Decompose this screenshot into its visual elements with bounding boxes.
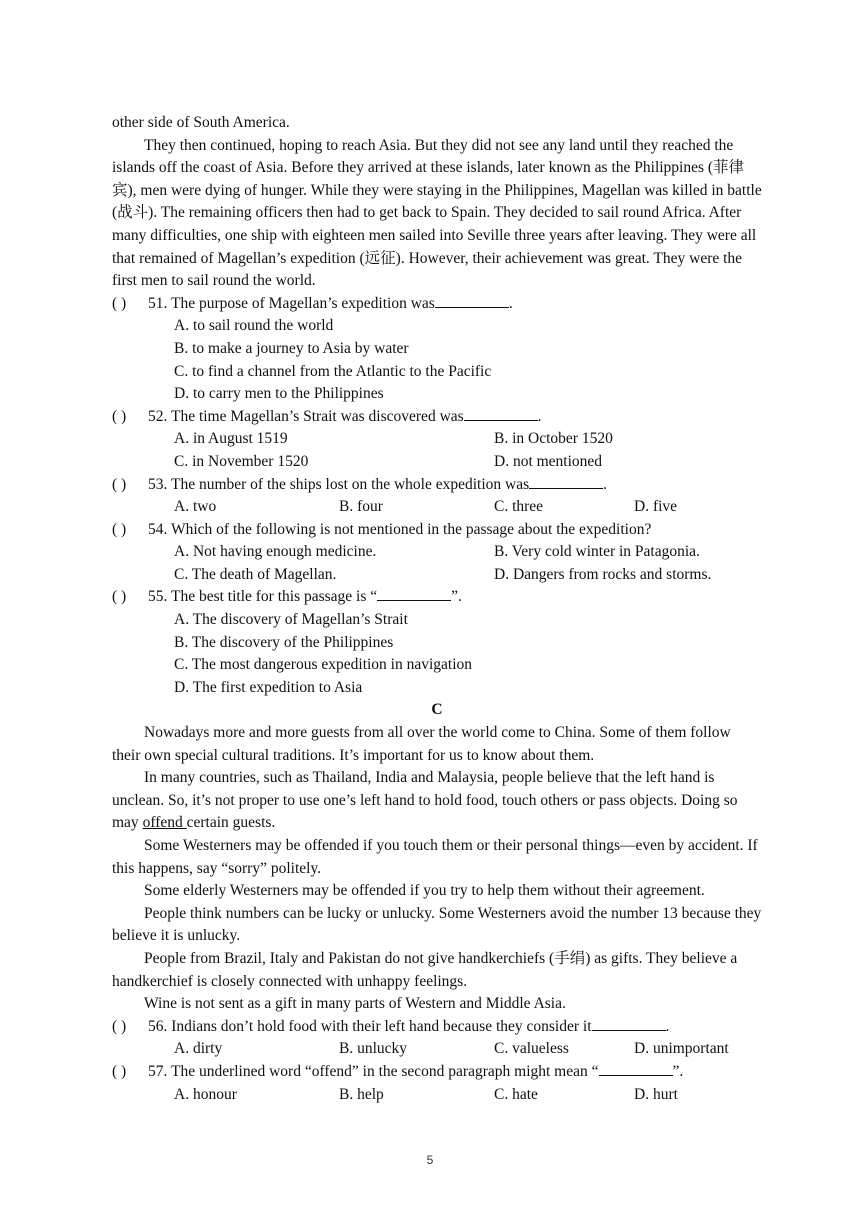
- passage-c-paragraph: Some elderly Westerners may be offended if you try to help them without their agreement.: [144, 882, 705, 900]
- option-b: B. unlucky: [339, 1040, 408, 1058]
- question-punct: ”.: [451, 588, 462, 606]
- passage-c-paragraph: Nowadays more and more guests from all over the world come to China. Some of them follow their own special cultural traditions. It’s important for us to know about them.: [112, 724, 731, 764]
- question-punct: ”.: [672, 1062, 684, 1080]
- option-b: B. Very cold winter in Patagonia.: [494, 543, 700, 561]
- option-b: B. in October 1520: [494, 430, 613, 448]
- section-c-heading: C: [431, 701, 443, 719]
- option-b: B. help: [339, 1085, 384, 1103]
- question-51: [112, 293, 762, 316]
- answer-bracket[interactable]: ( ): [112, 1017, 127, 1035]
- option-a: A. Not having enough medicine.: [174, 543, 377, 561]
- answer-bracket[interactable]: ( ): [112, 520, 127, 538]
- document-page: [112, 112, 762, 1106]
- answer-bracket[interactable]: ( ): [112, 588, 127, 606]
- question-54: [112, 519, 762, 542]
- option-b: B. four: [339, 498, 383, 516]
- option-c: C. to find a channel from the Atlantic to the Pacific: [174, 362, 492, 380]
- option-c: C. The death of Magellan.: [174, 565, 337, 583]
- option-c: C. valueless: [494, 1040, 569, 1058]
- option-d: D. five: [634, 498, 678, 516]
- question-stem: 52. The time Magellan’s Strait was discovered was: [148, 407, 464, 425]
- option-d: D. unimportant: [634, 1040, 729, 1058]
- paragraph-text: In many countries, such as Thailand, India and Malaysia, people believe that the left hand is unclean. So, it’s not proper to use one’s left hand to hold food, touch others or pass objects. Doing so may: [112, 769, 738, 832]
- question-punct: .: [508, 294, 513, 312]
- question-56: [112, 1016, 762, 1039]
- option-b: B. to make a journey to Asia by water: [174, 339, 409, 357]
- option-a: A. two: [174, 498, 217, 516]
- passage-c-paragraph: People from Brazil, Italy and Pakistan do not give handkerchiefs (手绢) as gifts. They believe a handkerchief is closely connected with unhappy feelings.: [112, 949, 738, 990]
- option-d: D. not mentioned: [494, 452, 603, 470]
- option-a: A. in August 1519: [174, 430, 288, 448]
- option-d: D. The first expedition to Asia: [174, 678, 363, 696]
- option-a: A. dirty: [174, 1040, 223, 1058]
- option-c: C. hate: [494, 1085, 538, 1103]
- option-c: C. in November 1520: [174, 452, 309, 470]
- answer-blank: [435, 293, 509, 308]
- option-b: B. The discovery of the Philippines: [174, 633, 394, 651]
- answer-blank: [599, 1061, 673, 1076]
- question-punct: .: [665, 1017, 670, 1035]
- option-a: A. The discovery of Magellan’s Strait: [174, 611, 408, 629]
- question-stem: 51. The purpose of Magellan’s expedition was: [148, 294, 435, 312]
- answer-blank: [529, 474, 603, 489]
- question-punct: .: [603, 475, 608, 493]
- question-punct: .: [537, 407, 542, 425]
- question-stem: 57. The underlined word “offend” in the second paragraph might mean “: [148, 1062, 599, 1080]
- page-number: 5: [426, 1153, 434, 1167]
- option-c: C. The most dangerous expedition in navigation: [174, 656, 473, 674]
- answer-bracket[interactable]: ( ): [112, 1062, 127, 1080]
- question-53: [112, 474, 762, 497]
- option-c: C. three: [494, 498, 544, 516]
- passage-b-continuation: other side of South America.: [112, 114, 290, 131]
- question-55: [112, 586, 762, 609]
- option-a: A. to sail round the world: [174, 317, 334, 335]
- question-stem: 54. Which of the following is not mentioned in the passage about the expedition?: [148, 520, 652, 538]
- question-stem: 53. The number of the ships lost on the whole expedition was: [148, 475, 530, 493]
- question-52: [112, 406, 762, 429]
- answer-blank: [592, 1016, 666, 1031]
- answer-blank: [464, 406, 538, 421]
- answer-bracket[interactable]: ( ): [112, 294, 127, 312]
- passage-c-paragraph: [112, 767, 762, 835]
- option-d: D. Dangers from rocks and storms.: [494, 565, 712, 583]
- passage-b-paragraph: They then continued, hoping to reach Asia. But they did not see any land until they reached the islands off the coast of Asia. Before they arrived at these islands, later known as the Philippines (菲律宾), men were dying of hunger. While they were staying in the Philippines, Magellan was killed in battle (战斗). The remaining officers then had to get back to Spain. They decided to sail round Africa. After many difficulties, one ship with eighteen men sailed into Seville three years after leaving. They were all that remained of Magellan’s expedition (远征). However, their achievement was great. They were the first men to sail round the world.: [112, 136, 762, 290]
- answer-bracket[interactable]: ( ): [112, 475, 127, 493]
- option-a: A. honour: [174, 1085, 237, 1103]
- paragraph-text: certain guests.: [186, 814, 276, 832]
- answer-blank: [377, 586, 451, 601]
- question-stem: 55. The best title for this passage is “: [148, 588, 378, 606]
- passage-c-paragraph: Some Westerners may be offended if you touch them or their personal things—even by accident. If this happens, say “sorry” politely.: [112, 837, 758, 877]
- answer-bracket[interactable]: ( ): [112, 407, 127, 425]
- passage-c-paragraph: Wine is not sent as a gift in many parts of Western and Middle Asia.: [144, 995, 566, 1013]
- question-stem: 56. Indians don’t hold food with their left hand because they consider it: [148, 1017, 592, 1035]
- option-d: D. to carry men to the Philippines: [174, 385, 384, 403]
- question-57: [112, 1061, 762, 1084]
- passage-c-paragraph: People think numbers can be lucky or unlucky. Some Westerners avoid the number 13 because they believe it is unlucky.: [112, 904, 762, 945]
- underlined-word: offend: [142, 814, 187, 832]
- option-d: D. hurt: [634, 1085, 678, 1103]
